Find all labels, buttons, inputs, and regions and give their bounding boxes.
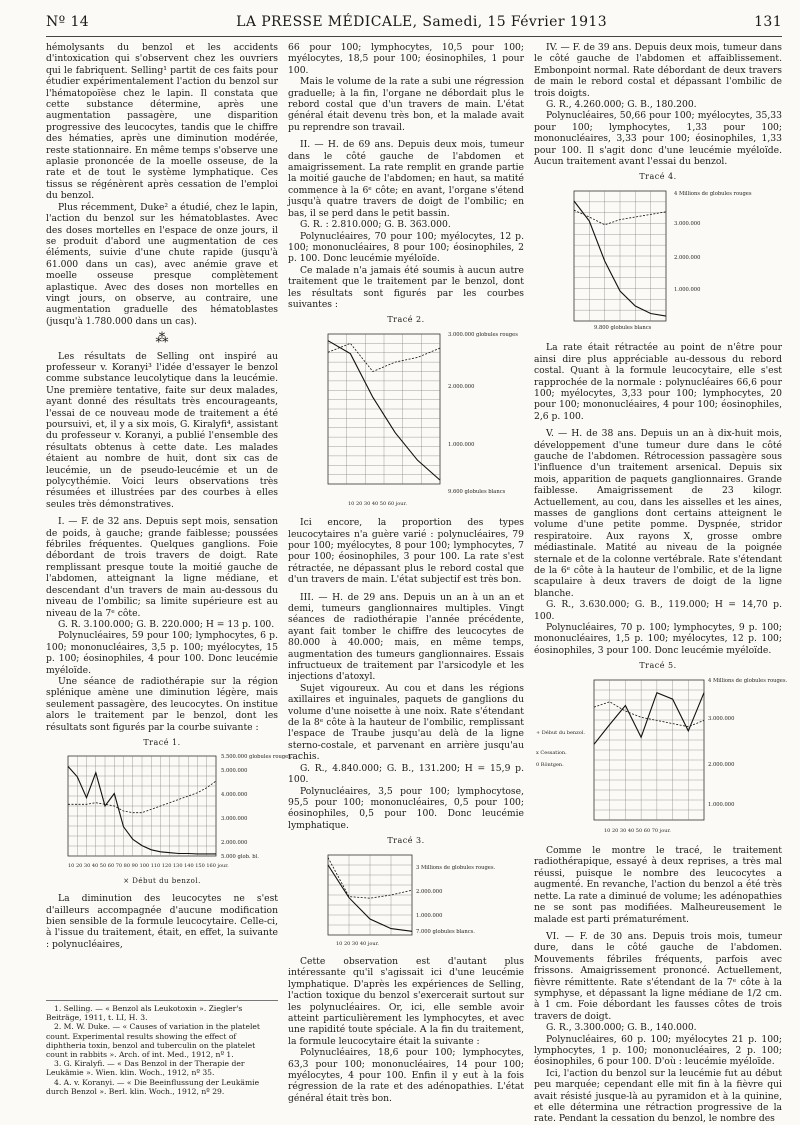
paragraph: Polynucléaires, 70 p. 100; lymphocytes, 9 p. 100; mononucléaires, 1,5 p. 100; myélocytes, 12 p. 100; éosinophiles, 3 pour 100. Donc leucémie myéloïde.	[534, 622, 782, 656]
paragraph: 66 pour 100; lymphocytes, 10,5 pour 100; myélocytes, 18,5 pour 100; éosinophiles, 1 pour 100.	[288, 42, 524, 76]
right-axis-label: 9.800 globules blancs	[594, 324, 652, 331]
footnote: 1. Selling. — « Benzol als Leukotoxin ». Ziegler's Beiträge, 1911, t. LI, H. 3.	[46, 1004, 243, 1023]
legend-item: + Début du benzol.	[536, 729, 585, 736]
page-header	[46, 14, 782, 36]
figure-caption: Tracé 5.	[639, 661, 677, 671]
chart-trace-2	[288, 328, 524, 508]
issue-number: Nº 14	[46, 14, 90, 30]
paragraph: Mais le volume de la rate a subi une régression graduelle; à la fin, l'organe ne débordait plus le rebord costal que d'un travers de main. L'état général était devenu très bon, et la malade avait pu reprendre son travail.	[288, 76, 524, 133]
paragraph: G. R. : 2.810.000; G. B. 363.000.	[300, 219, 451, 231]
chart-grid	[328, 334, 440, 484]
paragraph: La rate était rétractée au point de n'être pour ainsi dire plus appréciable au-dessous du rebord costal. Quant à la formule leucocytaire, elle s'est rapprochée de la normale : polynucléaires 66,6 pour 100; myélocytes, 3,33 pour 100; lymphocytes, 20 pour 100; mononucléaires, 4 pour 100; éosinophiles, 2,6 p. 100.	[534, 342, 782, 422]
section-separator: ⁂	[155, 331, 169, 347]
right-axis-label: 2.000.000	[674, 254, 701, 261]
case-4-paragraph: IV. — F. de 39 ans. Depuis deux mois, tumeur dans le côté gauche de l'abdomen et affaiblissement. Embonpoint normal. Rate débordant de deux travers de main le rebord costal et dépassant l'ombilic de trois doigts.	[534, 42, 782, 99]
footnote: 2. M. W. Duke. — « Causes of variation in the platelet count. Experimental results showing the effect of diphtheria toxin, benzol and tuberculin on the platelet count in rabbits ». Arch. of int. Med., 1912, nº 1.	[46, 1022, 260, 1060]
right-axis-label: 1.000.000	[416, 912, 443, 919]
right-axis-label: 4.000.000	[221, 792, 248, 799]
case-3-paragraph: III. — H. de 29 ans. Depuis un an à un an et demi, tumeurs ganglionnaires multiples. Vingt séances de radiothérapie l'année précédente, ayant fait tomber le chiffre des leucocytes de 80.000 à 40.000; mais, en même temps, augmentation des tumeurs ganglionnaires. Essais infructueux de traitement par l'arsicodyle et les injections d'atoxyl.	[288, 591, 524, 683]
paragraph: G. R. 3.100.000; G. B. 220.000; H = 13 p. 100.	[58, 618, 275, 630]
right-axis-label: 3 Millions de globules rouges.	[416, 864, 496, 871]
paragraph: Ici encore, la proportion des types leucocytaires n'a guère varié : polynucléaires, 79 pour 100; myélocytes, 8 pour 100; lymphocytes, 7 pour 100; éosinophiles, 3 pour 100. La rate s'est rétractée, ne dépassant plus le rebord costal que d'un travers de main. L'état subjectif est très bon.	[288, 517, 524, 586]
figure-trace-2	[288, 314, 524, 511]
figure-trace-5	[534, 660, 788, 839]
chart-grid	[68, 756, 216, 856]
chart-grid	[594, 680, 704, 820]
figure-caption: Tracé 3.	[387, 836, 425, 846]
journal-name: LA PRESSE MÉDICALE	[236, 14, 413, 30]
figure-trace-4	[534, 171, 782, 336]
paragraph: Ici, l'action du benzol sur la leucémie fut au début peu marquée; cependant elle mit fin à la fièvre qui avait résisté jusque-là au pyramidon et à la quinine, et elle détermina une rétraction progressive de la rate. Pendant la cessation du benzol, le nombre des	[534, 1067, 782, 1125]
right-axis-label: 3.000.000	[674, 220, 701, 227]
issue-date: Samedi, 15 Février 1913	[422, 14, 608, 30]
right-axis-label: 1.000.000	[708, 801, 735, 808]
case-1-paragraph: I. — F. de 32 ans. Depuis sept mois, sensation de poids, à gauche; grande faiblesse; poussées fébriles fréquentes. Quelques ganglions. Foie débordant de trois travers de doigt. Rate remplissant presque toute la moitié gauche de l'abdomen, atteignant la ligne médiane, et descendant d'un travers de main au-dessous du niveau de l'ombilic; sa limite supérieure est au niveau de la 7ᵉ côte.	[46, 516, 278, 619]
paragraph: Les résultats de Selling ont inspiré au professeur v. Koranyi³ l'idée d'essayer le benzol comme substance leucolytique dans la leucémie. Une première tentative, faite sur deux malades, ayant donné des résultats très encourageants, l'essai de ce nouveau mode de traitement a été poursuivi, et, il y a six mois, G. Kiralyfi⁴, assistant du professeur v. Koranyi, a publié l'ensemble des résultats obtenus à cette date. Les malades étaient au nombre de huit, dont six cas de leucémie, un de pseudo-leucémie et un de polycythémie. Voici leurs observations très résumées et illustrées par des courbes à elles seules très démonstratives.	[46, 350, 278, 510]
column-3	[534, 42, 788, 1125]
legend-item: x Cessation.	[536, 749, 567, 756]
footnote: 3. G. Kiralyfi. — « Das Benzol in der Therapie der Leukämie ». Wien. klin. Woch., 1912, nº 35.	[46, 1059, 245, 1078]
header-rule	[46, 36, 782, 37]
figure-trace-1	[46, 737, 293, 887]
figure-caption: Tracé 1.	[143, 737, 181, 747]
right-axis-label: 4 Millions de globules rouges.	[708, 677, 788, 684]
paragraph: Polynucléaires, 18,6 pour 100; lymphocytes, 63,3 pour 100; mononucléaires, 14 pour 100; myélocytes, 4 pour 100. Enfin il y eut à la fois régression de la rate et des adénopathies. L'état général était très bon.	[288, 1047, 524, 1104]
case-2-paragraph: II. — H. de 69 ans. Depuis deux mois, tumeur dans le côté gauche de l'abdomen et amaigrissement. La rate remplit en grande partie la moitié gauche de l'abdomen; en haut, sa matité commence à la 6ᵉ côte; en avant, l'organe s'étend jusqu'à quatre travers de doigt de l'ombilic; en bas, il se perd dans le petit bassin.	[288, 139, 524, 219]
paragraph: Ce malade n'a jamais été soumis à aucun autre traitement que le traitement par le benzol, dont les résultats sont figurés par les courbes suivantes :	[288, 264, 524, 310]
paragraph: G. R., 4.840.000; G. B., 131.200; H = 15,9 p. 100.	[288, 762, 524, 786]
right-axis-label: 1.000.000	[674, 286, 701, 293]
figure-note: × Début du benzol.	[123, 876, 201, 885]
case-5-paragraph: V. — H. de 38 ans. Depuis un an à dix-huit mois, développement d'une tumeur dure dans le côté gauche de l'abdomen. Rétrocession passagère sous l'influence d'un traitement arsenical. Depuis six mois, apparition de paquets ganglionnaires. Grande faiblesse. Amaigrissement de 23 kilogr. Actuellement, au cou, dans les aisselles et les aines, masses de ganglions dont certains atteignent le volume d'une petite pomme. Dyspnée, stridor respiratoire. Aux rayons X, grosse ombre médiastinale. Matité au niveau de la poignée sternale et de la colonne vertébrale. Rate s'étendant de la 6ᵉ côte à la hauteur de l'ombilic, et de la ligne scapulaire à deux travers de doigt de la ligne blanche.	[534, 428, 782, 599]
case-6-paragraph: VI. — F. de 30 ans. Depuis trois mois, tumeur dure, dans le côté gauche de l'abdomen. Mouvements fébriles fréquents, parfois avec frissons. Amaigrissement prononcé. Actuellement, fièvre rémittente. Rate s'étendant de la 7ᵉ côte à la symphyse, et dépassant la ligne médiane de 1/2 cm. à 1 cm. Foie débordant les fausses côtes de trois travers de doigt.	[534, 930, 782, 1022]
paragraph: Sujet vigoureux. Au cou et dans les régions axillaires et inguinales, paquets de ganglions du volume d'une noisette à une noix. Rate s'étendant de la 8ᵉ côte à la hauteur de l'ombilic, remplissant l'espace de Traube jusqu'au delà de la ligne sterno-costale, et parvenant en arrière jusqu'au rachis.	[288, 682, 524, 763]
right-axis-label: 2.000.000	[708, 761, 735, 768]
paragraph: Comme le montre le tracé, le traitement radiothérapique, essayé à deux reprises, a très mal réussi, puisque le nombre des leucocytes a augmenté. En revanche, l'action du benzol a été très nette. La rate a diminué de volume; les adénopathies ne se sont pas modifiées. Malheureusement le malade est parti prématurément.	[534, 845, 782, 925]
chart-trace-4	[534, 185, 782, 333]
right-axis-label: 3.000.000 globules rouges	[448, 331, 518, 338]
paragraph: La diminution des leucocytes ne s'est d'ailleurs accompagnée d'aucune modification bien sensible de la formule leucocytaire. Celle-ci, à l'issue du traitement, était, en effet, la suivante : polynucléaires,	[46, 893, 278, 950]
paragraph: Plus récemment, Duke² a étudié, chez le lapin, l'action du benzol sur les hématoblastes. Avec des doses mortelles en l'espace de onze jours, il se produit d'abord une augmentation de ces éléments, suivie d'une chute rapide (jusqu'à 61.000 dans un cas), avec anémie grave et moelle osseuse presque complètement aplastique. Avec des doses non mortelles en vingt jours, on observe, au contraire, une augmentation graduelle des hématoblastes (jusqu'à 1.780.000 dans un cas).	[46, 201, 278, 327]
journal-title: LA PRESSE MÉDICALE, Samedi, 15 Février 1913	[236, 14, 608, 30]
paragraph: Polynucléaires, 3,5 pour 100; lymphocytose, 95,5 pour 100; mononucléaires, 0,5 pour 100; éosinophiles, 0,5 pour 100. Donc leucémie lymphatique.	[288, 785, 524, 831]
legend-item: 0 Röntgen.	[536, 761, 564, 768]
column-1	[46, 42, 293, 950]
paragraph: Une séance de radiothérapie sur la région splénique amène une diminution légère, mais seulement passagère, des leucocytes. On institue alors le traitement par le benzol, dont les résultats sont figurés par la courbe suivante :	[46, 675, 278, 733]
right-axis-label: 1.000.000	[448, 441, 475, 448]
right-axis-label: 5.000.000	[221, 768, 248, 775]
chart-trace-1	[46, 750, 293, 870]
right-axis-label: 7.000 globules blancs.	[416, 928, 475, 935]
paragraph: G. R., 3.300.000; G. B., 140.000.	[546, 1022, 697, 1034]
chart-grid	[328, 855, 412, 935]
chart-grid	[574, 191, 666, 321]
x-axis-label: 10 20 30 40 50 60 jour.	[348, 500, 407, 507]
paragraph: Polynucléaires, 50,66 pour 100; myélocytes, 35,33 pour 100; lymphocytes, 1,33 pour 100; mononucléaires, 3,33 pour 100; éosinophiles, 1,33 pour 100. Il s'agit donc d'une leucémie myéloïde. Aucun traitement avant l'essai du benzol.	[534, 110, 782, 168]
figure-trace-3	[288, 835, 524, 950]
right-axis-label: 2.000.000	[416, 888, 443, 895]
paragraph: Polynucléaires, 60 p. 100; myélocytes 21 p. 100; lymphocytes, 1 p. 100; mononucléaires, 2 p. 100; éosinophiles, 6 pour 100. D'où : leucémie myéloïde.	[534, 1033, 782, 1068]
paragraph: hémolysants du benzol et les accidents d'intoxication qui s'observent chez les ouvriers qui le fabriquent. Selling¹ partit de ces faits pour étudier expérimentalement l'action du benzol sur l'hématopoïèse chez le lapin. Il constata que cette substance détermine, après une augmentation passagère, une disparition progressive des leucocytes, tandis que le chiffre des hématies, après une diminution modérée, reste stationnaire. En même temps s'observe une aplasie prononcée de la moelle osseuse, de la rate et de tout le système lymphatique. Ces tissus se régénèrent après cessation de l'emploi du benzol.	[46, 42, 278, 202]
right-axis-label: 4 Millions de globules rouges	[674, 190, 752, 197]
footnotes	[46, 1000, 278, 1096]
paragraph: Cette observation est d'autant plus intéressante qu'il s'agissait ici d'une leucémie lymphatique. D'après les expériences de Selling, l'action toxique du benzol s'exercerait surtout sur les polynucléaires. Or, ici, elle semble avoir atteint particulièrement les lymphocytes, et avec une rapidité toute spéciale. A la fin du traitement, la formule leucocytaire était la suivante :	[288, 955, 524, 1047]
figure-caption: Tracé 4.	[639, 172, 677, 182]
x-axis-label: 10 20 30 40 50 60 70 jour.	[604, 827, 671, 834]
chart-trace-5	[534, 674, 788, 836]
paragraph: G. R., 4.260.000; G. B., 180.200.	[546, 99, 697, 111]
paragraph: Polynucléaires, 70 pour 100; myélocytes, 12 p. 100; mononucléaires, 8 pour 100; éosinophiles, 2 p. 100. Donc leucémie myéloïde.	[288, 230, 524, 265]
right-axis-label: 9.600 globules blancs	[448, 488, 506, 495]
x-axis-label: 10 20 30 40 50 60 70 80 90 100 110 120 130 140 150 160 jour.	[68, 863, 229, 870]
right-axis-label: 2.000.000	[221, 840, 248, 847]
page-number: 131	[754, 14, 782, 30]
paragraph: G. R., 3.630.000; G. B., 119.000; H = 14,70 p. 100.	[534, 599, 782, 622]
paragraph: Polynucléaires, 59 pour 100; lymphocytes, 6 p. 100; mononucléaires, 3,5 p. 100; myélocytes, 15 p. 100; éosinophiles, 4 pour 100. Donc leucémie myéloïde.	[46, 630, 278, 676]
right-axis-label: 3.000.000	[221, 816, 248, 823]
x-axis-label: 10 20 30 40 jour.	[336, 940, 380, 947]
footnote: 4. A. v. Koranyi. — « Die Beeinflussung der Leukämie durch Benzol ». Berl. klin. Woch., 1912, nº 29.	[46, 1077, 260, 1096]
right-axis-label: 5.000 glob. bl.	[221, 854, 259, 861]
chart-trace-3	[288, 849, 524, 947]
figure-caption: Tracé 2.	[387, 315, 425, 325]
right-axis-label: 5.500.000 globules rouges.	[221, 754, 293, 761]
column-2	[288, 42, 524, 1104]
right-axis-label: 2.000.000	[448, 383, 475, 390]
right-axis-label: 3.000.000	[708, 715, 735, 722]
